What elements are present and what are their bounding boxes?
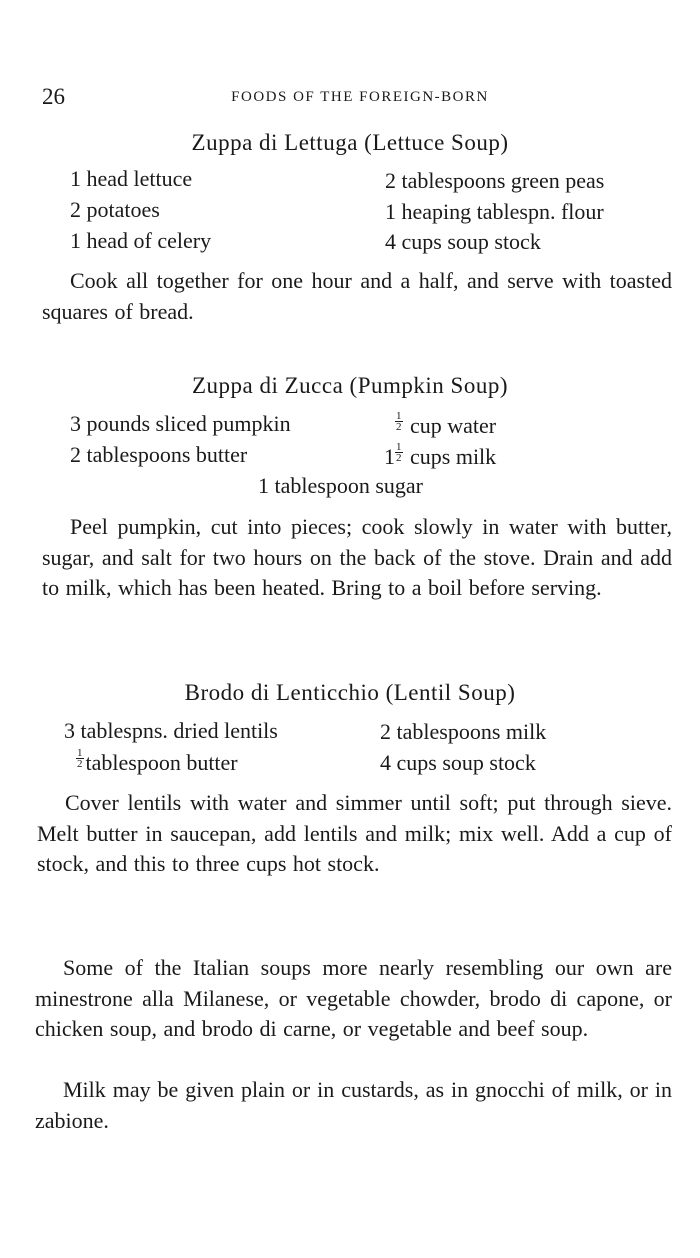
ingredient-text: tablespoon butter	[85, 750, 238, 775]
ingredient: 1 tablespoon sugar	[258, 473, 423, 498]
ingredient	[395, 411, 496, 439]
ingredient	[384, 442, 496, 470]
ingredient: 3 tablespns. dried lentils	[64, 718, 278, 743]
closing-paragraph: Some of the Italian soups more nearly resembling our own are minestrone alla Milanese, or vegetable chowder, brodo di capone, or chicken soup, and brodo di carne, or vegetable and beef soup.	[35, 955, 672, 1041]
recipe-title-lettuce-soup: Zuppa di Lettuga (Lettuce Soup)	[191, 130, 509, 155]
ingredient: 2 tablespoons green peas	[385, 168, 605, 193]
recipe-directions: Cook all together for one hour and a half, and serve with toasted squares of bread.	[42, 268, 672, 324]
fraction: $\frac{1}{2}$	[77, 747, 83, 770]
ingredient: 4 cups soup stock	[380, 750, 536, 775]
recipe-title-lentil-soup: Brodo di Lenticchio (Lentil Soup)	[184, 680, 516, 705]
ingredient-whole: 1	[384, 444, 395, 469]
fraction: $\frac{1}{2}$	[396, 441, 402, 464]
ingredient	[76, 748, 238, 776]
ingredient: 4 cups soup stock	[385, 229, 541, 254]
ingredient: 1 head of celery	[70, 228, 212, 253]
ingredient: 2 tablespoons milk	[380, 719, 547, 744]
recipe-directions: Peel pumpkin, cut into pieces; cook slowly in water with butter, sugar, and salt for two hours on the back of the stove. Drain and add to milk, which has been heated. Bring to a boil before serving.	[42, 514, 672, 600]
ingredient-text: cup water	[410, 413, 497, 438]
ingredient: 3 pounds sliced pumpkin	[70, 411, 291, 436]
ingredient-text: cups milk	[410, 444, 497, 469]
fraction: $\frac{1}{2}$	[396, 410, 402, 433]
page-number: 26	[42, 84, 65, 109]
ingredient: 2 tablespoons butter	[70, 442, 248, 467]
ingredient: 1 head lettuce	[70, 166, 193, 191]
recipe-title-pumpkin-soup: Zuppa di Zucca (Pumpkin Soup)	[191, 373, 508, 398]
ingredient: 1 heaping tablespn. flour	[385, 199, 604, 224]
running-head: FOODS OF THE FOREIGN-BORN	[231, 89, 489, 105]
closing-paragraph: Milk may be given plain or in custards, as in gnocchi of milk, or in zabione.	[35, 1077, 672, 1133]
recipe-directions: Cover lentils with water and simmer until soft; put through sieve. Melt butter in saucepan, add lentils and milk; mix well. Add a cup of stock, and this to three cups hot stock.	[37, 790, 672, 876]
ingredient: 2 potatoes	[70, 197, 160, 222]
